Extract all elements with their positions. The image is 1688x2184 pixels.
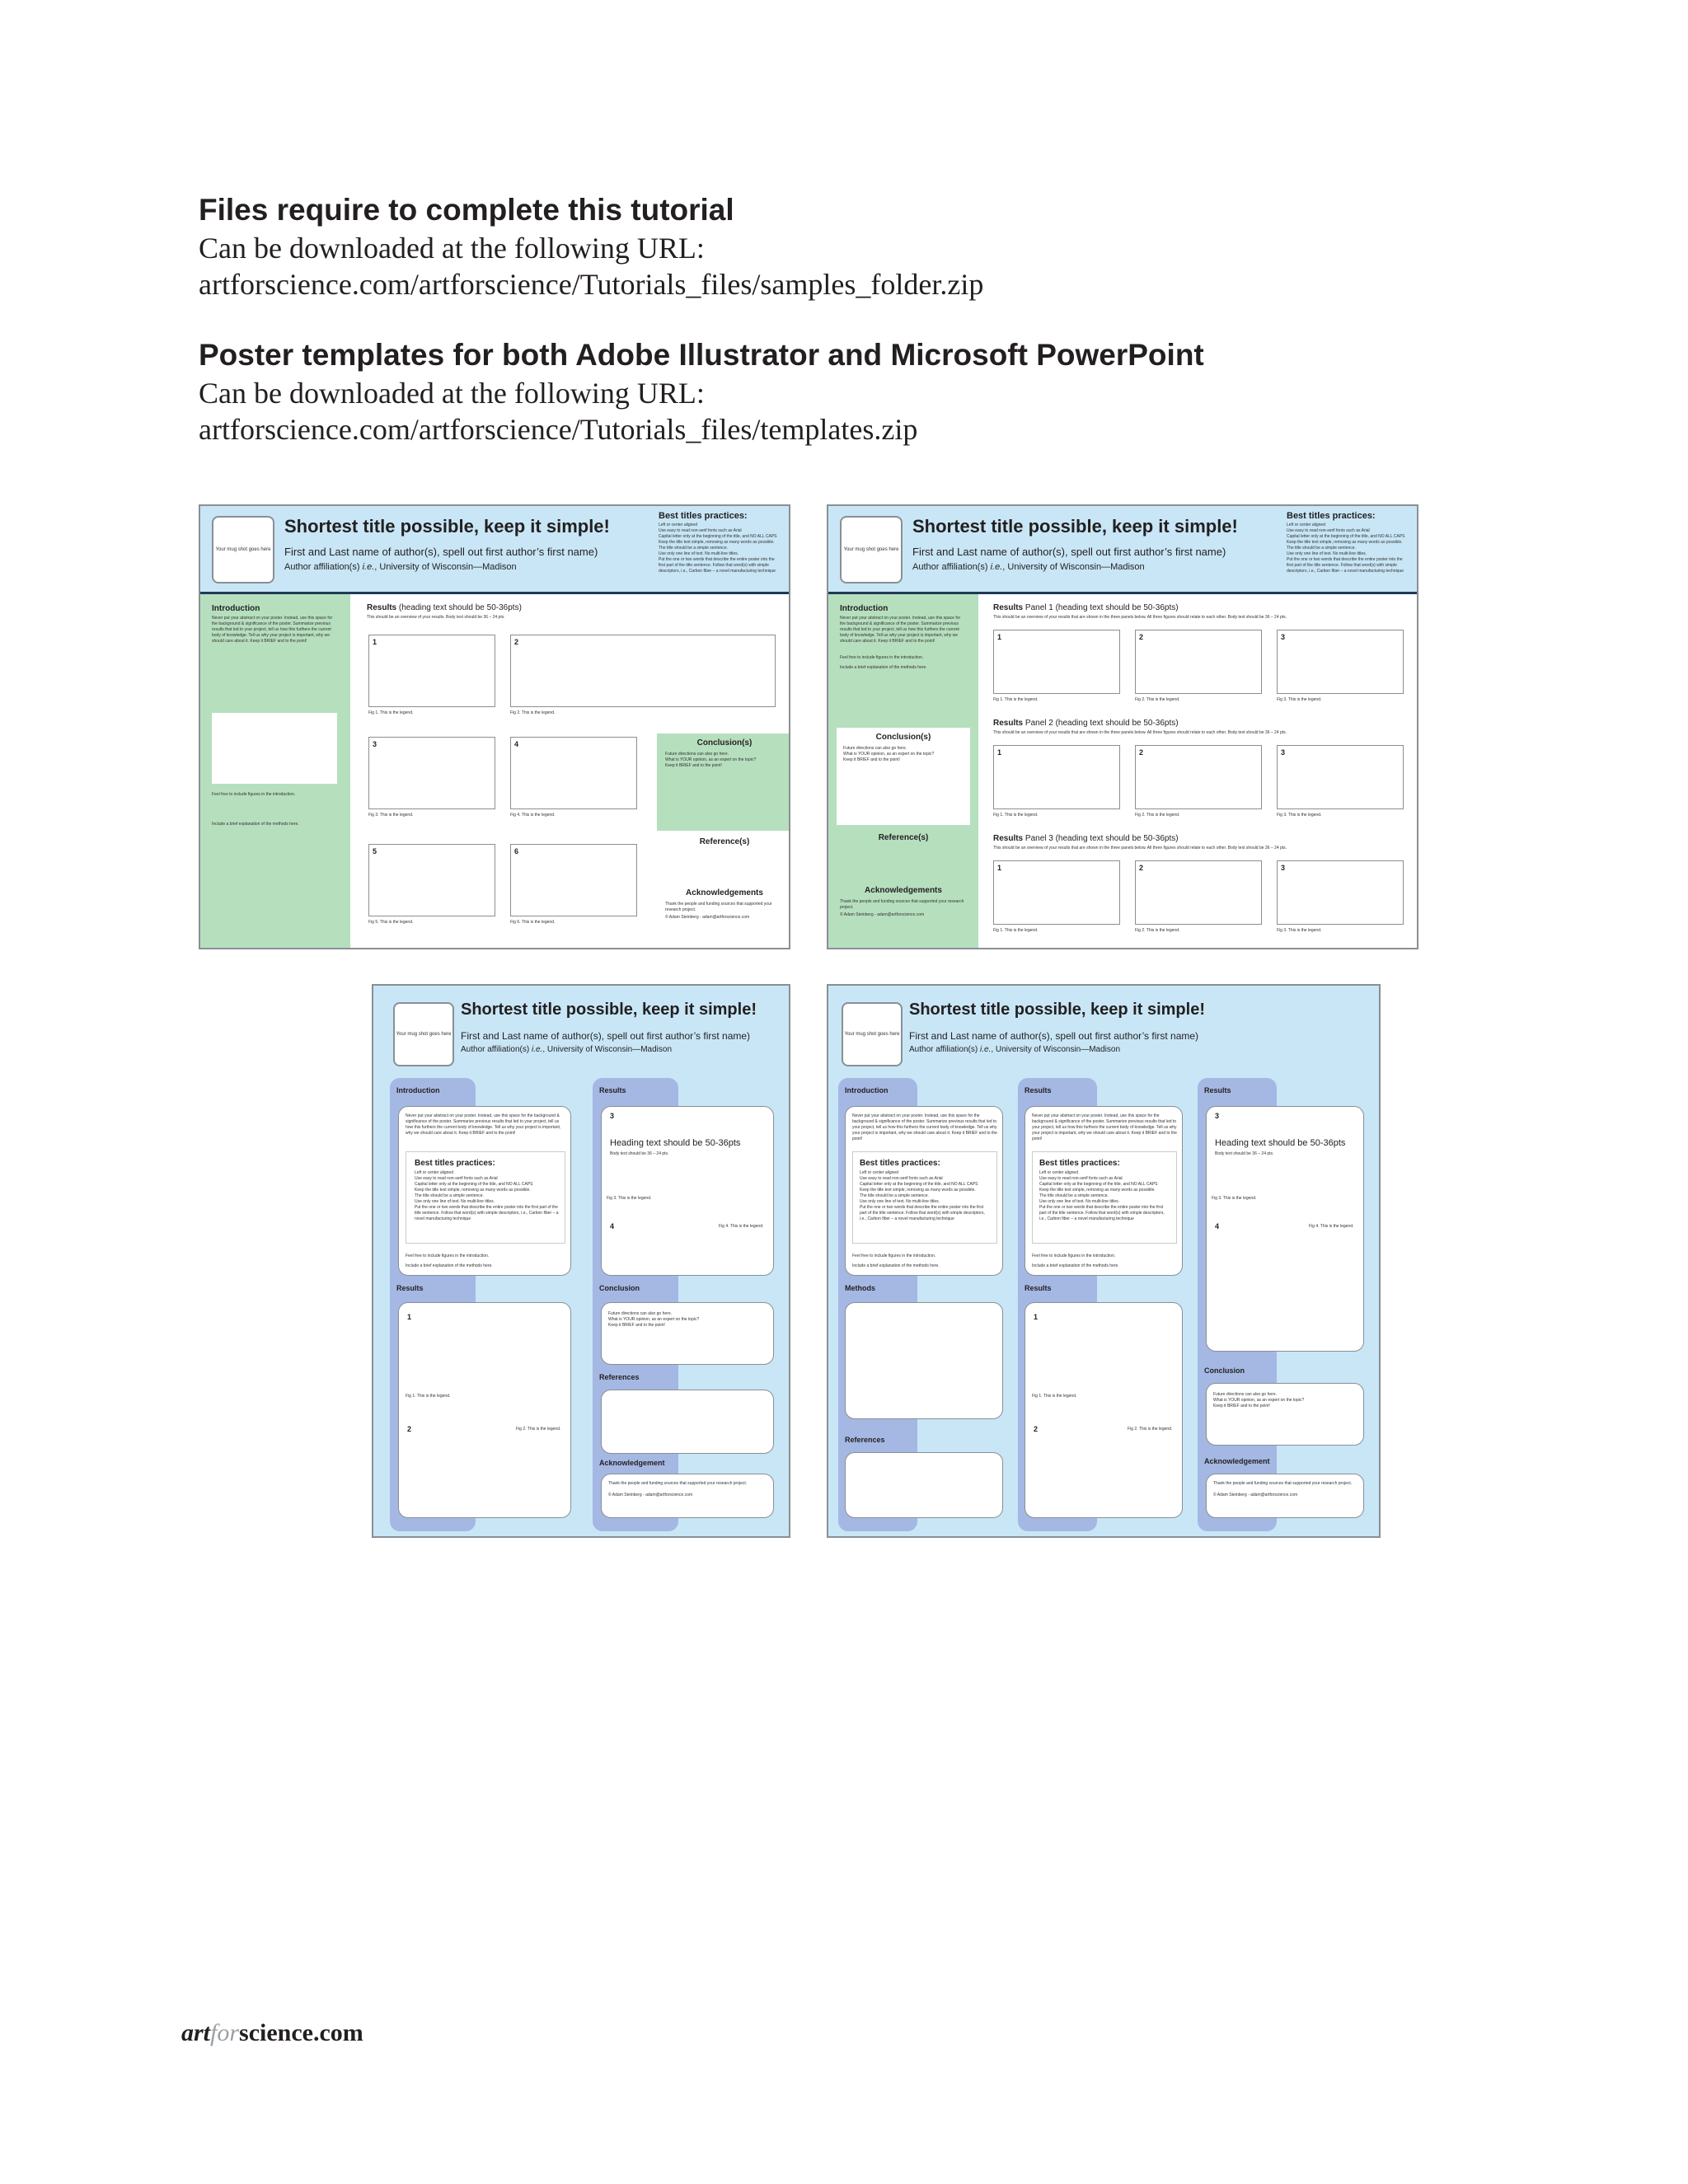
- poster-affiliation: Author affiliation(s) i.e., University of Wisconsin—Madison: [912, 562, 1145, 572]
- intro-text: Never put your abstract on your poster. Instead, use this space for the background & significance of the poster. Summarize previous results that led to your project, tell us how this furthers the current body of knowledge. Tell us why your project is important, why we should care about it. Keep it BRIEF and to the point!: [852, 1113, 997, 1141]
- best-titles-text: Left or center aligned Use easy to read non-serif fonts such as Arial Capital letter only at the beginning of the title, and NO ALL CAPS Keep the title text simple, removing as many words as possible. The title should be a simple sentence. Use only one line of text. No multi-line titles. Put the one or two words that describe the entire poster into the first part of the title sentence. Follow that word(s) with simple descriptors, i.e., Carbon fiber – a novel manufacturing technique: [659, 523, 777, 574]
- results-heading: Results (heading text should be 50-36pts): [367, 603, 522, 612]
- poster-title: Shortest title possible, keep it simple!: [461, 1001, 757, 1019]
- panel2-figure-3: 3: [1277, 745, 1404, 809]
- panel1-heading: Results Panel 1 (heading text should be 50-36pts): [993, 603, 1179, 612]
- intro-heading: Introduction: [212, 604, 260, 613]
- intro-text: Never put your abstract on your poster. Instead, use this space for the background & significance of the poster. Summarize previous results that led to your project, tell us how this furthers the current body of knowledge. Tell us why your project is important, why we should care about it. Keep it BRIEF and to the point!: [212, 616, 333, 644]
- acknowledgement-heading: Acknowledgement: [599, 1459, 665, 1467]
- panel2-figure-1: 1: [993, 745, 1120, 809]
- methods-box: [845, 1302, 1003, 1419]
- results-intro-box: [1025, 1106, 1183, 1276]
- references-heading: References: [845, 1436, 885, 1444]
- acknowledgements-heading: Acknowledgements: [865, 886, 942, 895]
- figure-2-number: 2: [1034, 1425, 1039, 1433]
- files-line: Can be downloaded at the following URL:: [199, 232, 705, 265]
- panel1-figure-2: 2: [1135, 630, 1262, 694]
- conclusion-box: [601, 1302, 774, 1365]
- figure-1-number: 1: [1034, 1313, 1039, 1321]
- poster-header: [828, 506, 1417, 594]
- poster-authors: First and Last name of author(s), spell out first author’s first name): [284, 546, 598, 558]
- intro-column: [200, 594, 350, 949]
- intro-figs-note: Feel free to include figures in the introduction.: [406, 1254, 490, 1258]
- ack-text: Thank the people and funding sources that supported your research project.: [665, 902, 772, 912]
- figure-3: 3: [368, 737, 495, 809]
- panel3-sub: This should be an overview of your results that are shown in the three panels below. All three figures should relate to each other. Body text should be 36 – 24 pts.: [993, 846, 1287, 851]
- best-titles-text: Left or center aligned Use easy to read non-serif fonts such as Arial Capital letter only at the beginning of the title, and NO ALL CAPS Keep the title text simple, removing as many words as possible. The title should be a simple sentence. Use only one line of text. No multi-line titles. Put the one or two words that describe the entire poster into the first part of the title sentence. Follow that word(s) with simple descriptors, i.e., Carbon fiber – a novel manufacturing technique: [1287, 523, 1405, 574]
- fig2-legend: Fig 2. This is the legend.: [516, 1427, 561, 1432]
- best-titles-box: [852, 1151, 997, 1244]
- contact-text: © Adam Steinberg - adam@artforscience.com: [840, 912, 925, 917]
- methods-heading: Methods: [845, 1284, 875, 1292]
- results-sub: This should be an overview of your results. Body text should be 36 – 24 pts.: [367, 615, 505, 620]
- intro-figs-note: Feel free to include figures in the introduction.: [852, 1254, 936, 1258]
- results-box: [398, 1302, 571, 1518]
- figure-4-number: 4: [610, 1222, 615, 1230]
- body-text-note: Body text should be 36 – 24 pts.: [610, 1151, 669, 1156]
- conclusion-heading: Conclusion: [1204, 1366, 1245, 1375]
- intro-column: [828, 594, 978, 949]
- mug-shot-placeholder: Your mug shot goes here: [842, 1002, 903, 1066]
- poster-template-3: [372, 984, 790, 1538]
- references-box: [845, 1452, 1003, 1518]
- panel3-figure-1: 1: [993, 860, 1120, 925]
- results-heading-right: Results: [599, 1086, 626, 1094]
- intro-figs-note: Feel free to include figures in the introduction.: [212, 792, 296, 797]
- artforscience-logo[interactable]: artforscience.com: [181, 2019, 363, 2046]
- fig1-legend: Fig 1. This is the legend.: [1032, 1394, 1077, 1399]
- templates-line: Can be downloaded at the following URL:: [199, 377, 705, 410]
- conclusions-box: [657, 733, 790, 831]
- figure-4: 4: [510, 737, 637, 809]
- results-box-right: [601, 1106, 774, 1276]
- methods-note: Include a brief explanation of the methods here.: [406, 1263, 493, 1268]
- best-titles-heading: Best titles practices:: [415, 1159, 495, 1168]
- fig2-legend: Fig 2. This is the legend.: [1128, 1427, 1173, 1432]
- acknowledgement-box: [601, 1474, 774, 1518]
- panel1-figure-3: 3: [1277, 630, 1404, 694]
- intro-figs-note: Feel free to include figures in the introduction.: [840, 655, 924, 660]
- files-url[interactable]: artforscience.com/artforscience/Tutorials_files/samples_folder.zip: [199, 268, 984, 301]
- conclusion-heading: Conclusion: [599, 1284, 640, 1292]
- mug-shot-placeholder: Your mug shot goes here: [393, 1002, 454, 1066]
- references-heading: Reference(s): [878, 833, 929, 842]
- best-titles-heading: Best titles practices:: [1287, 511, 1376, 521]
- references-heading: Reference(s): [699, 837, 750, 846]
- intro-box: [398, 1106, 571, 1276]
- templates-heading: Poster templates for both Adobe Illustrator and Microsoft PowerPoint: [199, 338, 1204, 372]
- poster-template-2: [827, 504, 1418, 949]
- fig3-legend: Fig 3. This is the legend.: [1212, 1196, 1257, 1201]
- panel3-legend-1: Fig 1. This is the legend.: [993, 928, 1039, 933]
- files-heading: Files require to complete this tutorial: [199, 193, 734, 227]
- fig4-legend: Fig 4. This is the legend.: [719, 1224, 764, 1229]
- conclusions-text: Future directions can also go here. What is YOUR opinion, as an expert on the topic? Keep it BRIEF and to the point!: [665, 752, 757, 768]
- intro-text: Never put your abstract on your poster. Instead, use this space for the background & significance of the poster. Summarize previous results that led to your project, tell us how this furthers the current body of knowledge. Tell us why your project is important, why we should care about it. Keep it BRIEF and to the point!: [840, 616, 961, 644]
- intro-text-2: Never put your abstract on your poster. Instead, use this space for the background & significance of the poster. Summarize previous results that led to your project, tell us how this furthers the current body of knowledge. Tell us why your project is important, why we should care about it. Keep it BRIEF and to the point!: [1032, 1113, 1177, 1141]
- figure-1-number: 1: [407, 1313, 412, 1321]
- conclusion-text: Future directions can also go here. What is YOUR opinion, as an expert on the topic? Keep it BRIEF and to the point!: [608, 1311, 700, 1328]
- intro-heading: Introduction: [840, 604, 889, 613]
- best-titles-box-2: [1032, 1151, 1177, 1244]
- templates-url[interactable]: artforscience.com/artforscience/Tutorials_files/templates.zip: [199, 413, 918, 446]
- panel1-legend-1: Fig 1. This is the legend.: [993, 697, 1039, 702]
- poster-header: [200, 506, 789, 594]
- best-titles-box: [406, 1151, 565, 1244]
- poster-affiliation: Author affiliation(s) i.e., University of Wisconsin—Madison: [461, 1045, 673, 1054]
- poster-affiliation: Author affiliation(s) i.e., University of Wisconsin—Madison: [909, 1045, 1121, 1054]
- mug-shot-placeholder: Your mug shot goes here: [212, 516, 274, 583]
- conclusions-text: Future directions can also go here. What is YOUR opinion, as an expert on the topic? Keep it BRIEF and to the point!: [843, 746, 935, 762]
- figure-1: 1: [368, 635, 495, 707]
- fig6-legend: Fig 6. This is the legend.: [510, 920, 556, 925]
- best-titles-text: Left or center aligned Use easy to read non-serif fonts such as Arial Capital letter only at the beginning of the title, and NO ALL CAPS Keep the title text simple, removing as many words as possible. The title should be a simple sentence. Use only one line of text. No multi-line titles. Put the one or two words that describe the entire poster into the first part of the title sentence. Follow that word(s) with simple descriptors, i.e., Carbon fiber – a novel manufacturing technique: [860, 1170, 985, 1221]
- poster-template-4: [827, 984, 1381, 1538]
- fig5-legend: Fig 5. This is the legend.: [368, 920, 414, 925]
- poster-title: Shortest title possible, keep it simple!: [912, 516, 1238, 537]
- references-heading: References: [599, 1373, 640, 1381]
- figure-5: 5: [368, 844, 495, 916]
- results-heading-3: Results: [1204, 1086, 1231, 1094]
- body-text-note: Body text should be 36 – 24 pts.: [1215, 1151, 1274, 1156]
- contact-text: © Adam Steinberg - adam@artforscience.com: [608, 1493, 693, 1497]
- panel3-legend-3: Fig 3. This is the legend.: [1277, 928, 1322, 933]
- figure-3-number: 3: [1215, 1112, 1220, 1120]
- references-box: [601, 1390, 774, 1454]
- heading-text-note: Heading text should be 50-36pts: [1215, 1138, 1346, 1148]
- conclusions-heading: Conclusion(s): [696, 738, 753, 748]
- figure-3-number: 3: [610, 1112, 615, 1120]
- panel2-figure-2: 2: [1135, 745, 1262, 809]
- fig4-legend: Fig 4. This is the legend.: [510, 813, 556, 818]
- acknowledgements-heading: Acknowledgements: [686, 888, 763, 898]
- intro-box: [845, 1106, 1003, 1276]
- conclusion-box: [1206, 1383, 1364, 1446]
- results-box-right: [1206, 1106, 1364, 1352]
- poster-affiliation: Author affiliation(s) i.e., University of Wisconsin—Madison: [284, 562, 517, 572]
- conclusions-box: [837, 728, 970, 825]
- fig1-legend: Fig 1. This is the legend.: [406, 1394, 451, 1399]
- conclusion-text: Future directions can also go here. What is YOUR opinion, as an expert on the topic? Keep it BRIEF and to the point!: [1213, 1392, 1305, 1408]
- poster-template-1: [199, 504, 790, 949]
- methods-note-2: Include a brief explanation of the methods here.: [1032, 1263, 1119, 1268]
- figure-2-number: 2: [407, 1425, 412, 1433]
- acknowledgement-heading: Acknowledgement: [1204, 1457, 1270, 1465]
- panel3-figure-3: 3: [1277, 860, 1404, 925]
- poster-title: Shortest title possible, keep it simple!: [284, 516, 610, 537]
- fig2-legend: Fig 2. This is the legend.: [510, 710, 556, 715]
- conclusions-heading: Conclusion(s): [875, 733, 931, 742]
- ack-text: Thank the people and funding sources that supported your research project.: [608, 1481, 748, 1486]
- intro-figure: [212, 713, 337, 784]
- fig3-legend: Fig 3. This is the legend.: [368, 813, 414, 818]
- acknowledgement-box: [1206, 1474, 1364, 1518]
- contact-text: © Adam Steinberg - adam@artforscience.com: [1213, 1493, 1298, 1497]
- panel1-figure-1: 1: [993, 630, 1120, 694]
- panel2-heading: Results Panel 2 (heading text should be 50-36pts): [993, 719, 1179, 728]
- methods-note: Include a brief explanation of the methods here.: [840, 665, 927, 670]
- intro-heading: Introduction: [845, 1086, 889, 1094]
- best-titles-heading: Best titles practices:: [659, 511, 748, 521]
- results-heading: Results: [1025, 1086, 1052, 1094]
- results-box: [1025, 1302, 1183, 1518]
- panel1-legend-3: Fig 3. This is the legend.: [1277, 697, 1322, 702]
- poster-authors: First and Last name of author(s), spell out first author’s first name): [909, 1030, 1199, 1042]
- best-titles-text-2: Left or center aligned Use easy to read non-serif fonts such as Arial Capital letter only at the beginning of the title, and NO ALL CAPS Keep the title text simple, removing as many words as possible. The title should be a simple sentence. Use only one line of text. No multi-line titles. Put the one or two words that describe the entire poster into the first part of the title sentence. Follow that word(s) with simple descriptors, i.e., Carbon fiber – a novel manufacturing technique: [1039, 1170, 1165, 1221]
- fig4-legend: Fig 4. This is the legend.: [1309, 1224, 1354, 1229]
- methods-note: Include a brief explanation of the methods here.: [212, 822, 299, 827]
- best-titles-text: Left or center aligned Use easy to read non-serif fonts such as Arial Capital letter only at the beginning of the title, and NO ALL CAPS Keep the title text simple, removing as many words as possible. The title should be a simple sentence. Use only one line of text. No multi-line titles. Put the one or two words that describe the entire poster into the first part of the title sentence. Follow that word(s) with simple descriptors, i.e., Carbon fiber – a novel manufacturing technique: [415, 1170, 559, 1221]
- figure-2: 2: [510, 635, 776, 707]
- ack-text: Thank the people and funding sources that supported your research project.: [840, 899, 964, 910]
- panel2-legend-3: Fig 3. This is the legend.: [1277, 813, 1322, 818]
- fig1-legend: Fig 1. This is the legend.: [368, 710, 414, 715]
- best-titles-heading-2: Best titles practices:: [1039, 1159, 1120, 1168]
- methods-note: Include a brief explanation of the methods here.: [852, 1263, 940, 1268]
- intro-heading: Introduction: [396, 1086, 440, 1094]
- poster-title: Shortest title possible, keep it simple!: [909, 1001, 1205, 1019]
- panel3-heading: Results Panel 3 (heading text should be 50-36pts): [993, 834, 1179, 843]
- figure-6: 6: [510, 844, 637, 916]
- panel3-legend-2: Fig 2. This is the legend.: [1135, 928, 1180, 933]
- intro-figs-note-2: Feel free to include figures in the introduction.: [1032, 1254, 1116, 1258]
- fig3-legend: Fig 3. This is the legend.: [607, 1196, 652, 1201]
- results-heading-2: Results: [1025, 1284, 1052, 1292]
- heading-text-note: Heading text should be 50-36pts: [610, 1138, 741, 1148]
- panel2-legend-1: Fig 1. This is the legend.: [993, 813, 1039, 818]
- contact-text: © Adam Steinberg - adam@artforscience.com: [665, 915, 750, 920]
- best-titles-heading: Best titles practices:: [860, 1159, 940, 1168]
- panel2-sub: This should be an overview of your results that are shown in the three panels below. All three figures should relate to each other. Body text should be 36 – 24 pts.: [993, 730, 1287, 735]
- poster-authors: First and Last name of author(s), spell out first author’s first name): [461, 1030, 751, 1042]
- panel1-sub: This should be an overview of your results that are shown in the three panels below. All three figures should relate to each other. Body text should be 36 – 24 pts.: [993, 615, 1287, 620]
- panel3-figure-2: 2: [1135, 860, 1262, 925]
- intro-text: Never put your abstract on your poster. Instead, use this space for the background & significance of the poster. Summarize previous results that led to your project, tell us how this furthers the current body of knowledge. Tell us why your project is important, why we should care about it. Keep it BRIEF and to the point!: [406, 1113, 561, 1136]
- figure-4-number: 4: [1215, 1222, 1220, 1230]
- panel1-legend-2: Fig 2. This is the legend.: [1135, 697, 1180, 702]
- ack-text: Thank the people and funding sources that supported your research project.: [1213, 1481, 1353, 1486]
- panel2-legend-2: Fig 2. This is the legend.: [1135, 813, 1180, 818]
- results-heading: Results: [396, 1284, 424, 1292]
- mug-shot-placeholder: Your mug shot goes here: [840, 516, 903, 583]
- poster-authors: First and Last name of author(s), spell out first author’s first name): [912, 546, 1226, 558]
